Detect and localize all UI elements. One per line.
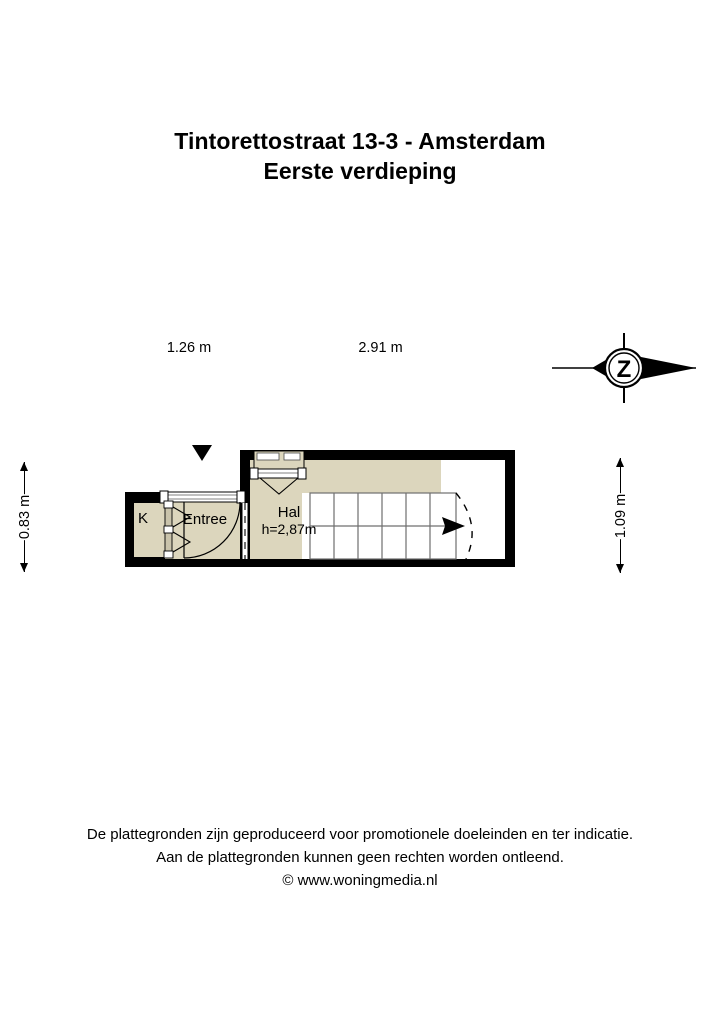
dimension-right-label: 1.09 m [610, 492, 632, 538]
room-floor-k [134, 503, 165, 557]
compass-letter: Z [616, 356, 632, 383]
hal-window-pane [257, 453, 279, 460]
top-dimension-strip [131, 338, 506, 364]
room-label-entree: Entree [182, 511, 228, 528]
room-label-hal-name: Hal [277, 504, 301, 521]
window-jamb [298, 468, 306, 479]
footer-line-1: De plattegronden zijn geproduceerd voor promotionele doeleinden en ter indicatie. [86, 826, 634, 843]
dimension-left-label: 0.83 m [14, 494, 36, 540]
arrow-down-icon [616, 564, 624, 573]
stair-upper-void [441, 460, 505, 494]
dimension-top-left-label: 1.26 m [131, 339, 247, 358]
dimension-right [608, 458, 634, 573]
dimension-top-right [255, 338, 506, 364]
hal-window-pane [284, 453, 300, 460]
room-label-k: K [137, 510, 148, 527]
footer-line-2: Aan de plattegronden kunnen geen rechten worden ontleend. [156, 849, 564, 866]
arrow-up-icon [20, 462, 28, 471]
kitchen-door-hinge [164, 526, 173, 533]
dimension-left [12, 462, 38, 572]
door-jamb [237, 491, 245, 503]
room-floor-hal-upper [302, 460, 441, 493]
compass-rose [552, 330, 696, 406]
dimension-top-right-label: 2.91 m [255, 339, 506, 358]
footer-line-3: © www.woningmedia.nl [282, 872, 438, 889]
dimension-top-left [131, 338, 247, 364]
arrow-up-icon [616, 458, 624, 467]
title-address: Tintorettostraat 13-3 - Amsterdam [174, 128, 546, 154]
footer-disclaimer [0, 823, 720, 892]
entrance-marker-icon [192, 445, 212, 461]
kitchen-door-hinge [164, 501, 173, 508]
floor-plan-drawing [120, 445, 520, 575]
room-label-hal-height: h=2,87m [261, 521, 317, 537]
kitchen-door-hinge [164, 551, 173, 558]
compass-icon [552, 330, 696, 406]
window-jamb [250, 468, 258, 479]
arrow-down-icon [20, 563, 28, 572]
title-floor: Eerste verdieping [263, 158, 457, 184]
floor-plan [120, 445, 520, 575]
page-title [0, 126, 720, 186]
entrance-door-opening [165, 492, 240, 502]
